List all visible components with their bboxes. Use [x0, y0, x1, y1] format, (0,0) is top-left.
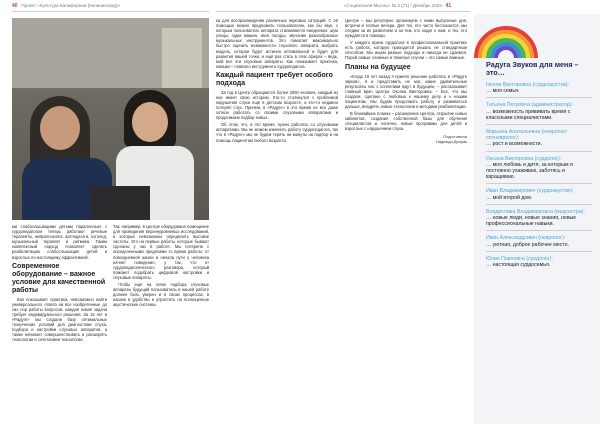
left-page-number: 40	[12, 3, 18, 9]
divider	[486, 251, 592, 252]
divider	[486, 151, 592, 152]
quote-author: Оксана Викторовна (сурдолог):	[486, 155, 562, 162]
quote-text: … моя семья.	[486, 88, 520, 95]
signature-name: Надежда Дворак	[435, 139, 467, 145]
sidebar-quote-item	[486, 209, 592, 232]
quote-text: … новые люди, новые знания, новые профессиональные навыки.	[486, 215, 577, 228]
paragraph: В ближайших планах – расширение Центра, открытие новых кабинетов, создание собственной базы для обучения специалистов и, конечно, новые программы для детей и взрослых с нарушением слуха.	[345, 111, 467, 132]
article-column-2	[113, 224, 209, 420]
sidebar-quote-item	[486, 102, 592, 125]
divider	[486, 97, 592, 98]
paragraph: ка для воспроизведения различных звуковых ситуаций. С её помощью можно предложить пользователю, как бы звук, с которым пользователь аппарата сталкивается ежедневно: шум улицы, гудки машин, звон посуды, звучание разнообразных музыкальных инструментов. Это помогает максимально быстро оценить возможности слухового аппарата, выбрать модель, которая будет истинно оптимальной и будет для развития вашей точки, и ещё раз стать в этих сферах – ведь, мой все эти слуховые аппараты. Как показывает практика, навыки – главного инструмента сурдопедагога.	[216, 18, 338, 69]
left-page-header	[12, 2, 120, 10]
rainbow-logo-icon	[470, 0, 542, 60]
article-column-3	[216, 18, 338, 420]
quote-author: Иван Александрович (невролог):	[486, 235, 566, 242]
quote-author: Иван Владимирович (сурдоакустик):	[486, 188, 574, 195]
sidebar-quote-item	[486, 82, 592, 98]
left-header-label: Проект «Культура Калифорнии (Калининград)»	[21, 3, 121, 8]
sidebar-quote-item	[486, 235, 592, 251]
divider	[486, 183, 592, 184]
paragraph: У каждого врача сурдолога в профессиональной практике есть работа, которую приходится решать не стандартным способом. Мы ищем разные подходы и никогда не сдаемся. Порой самые сложные и тяжелые случаи – это самые важные.	[345, 40, 467, 61]
quote-text: … рост и возможности.	[486, 141, 542, 148]
sidebar-title: Радуга Звуков для меня – это…	[486, 60, 579, 78]
paragraph: Так, например, в Центре оборудована помещение для проведения верхнеуровневых исследований, в которых невозможно определить высокие частоты. Это на первые работы, которые бывают сделаны у нас в работе. Мы потеряли с определенными пределами то время работы: от повседневной жизни и начала пути у человека начнет поведение, у так, что от сурдопедагогического разговора, который поможет подобрать цифровой настройки и слуховые аппараты.	[113, 224, 209, 280]
section-heading-equipment: Современное оборудование – важное условие для качественной работы	[12, 262, 106, 294]
article-column-1	[12, 224, 107, 420]
sidebar-quote-item	[486, 256, 592, 268]
sidebar-quote-item	[486, 188, 592, 204]
quote-text: … настоящая сурдосемья.	[486, 262, 551, 269]
quote-text: … возможность прививать время с классными специалистами.	[486, 108, 571, 121]
divider	[486, 230, 592, 231]
quote-author: Марьяна Анатольевна (невролог/отоневролог):	[486, 129, 567, 142]
paragraph: За год в Центр обращаются более 2000 человек, каждый из них имеет свою историю. Кто-то столкнулся с проблемой нарушения слуха ещё в детском возрасте, а кто-то недавно потерял слух. Причем, в «Радуге» в это время не все даже хотели работать со своими слуховыми аппаратами и продолжаем подбор новых.	[216, 89, 338, 121]
section-heading-plans: Планы на будущее	[345, 63, 411, 71]
paragraph: ми слабослышащими детьми параллельно с сурдопедагогом теперь работают речевые терапевты, нейропсихолог, артпедагоги, логопед, музыкальный терапевт и ритмика. Таким комплексный подход позволяет сделать реабилитацию слабослышащих детей и взрослых по-настоящему эффективной.	[12, 224, 107, 260]
quote-author: Нелли Викторовна (сурдоакустик):	[486, 82, 570, 88]
section-heading-approach: Каждый пациент требует особого подхода	[216, 71, 333, 87]
paragraph: Кая показывает практика, невозможно найти универсального ответа на все изобретенные до сих пор работы вопросов, каждая новая задача требует индивидуального решения. За 15 лет в «Радуге» мы создали базу оптимальных технических условий для диагностики слуха, подбора и настройки слуховых аппаратов, а также начинает совершенствовать и расширять технологии и сочетанием технологии.	[12, 296, 107, 343]
signature-prep: Подготовила	[443, 134, 467, 140]
article-column-4	[345, 18, 467, 420]
quote-author: Юлия Павловна (сурдолог):	[486, 255, 553, 262]
divider	[486, 124, 592, 125]
sidebar-quote-item	[486, 156, 592, 185]
header-rule-right	[216, 11, 470, 12]
divider	[486, 204, 592, 205]
quote-author: Татьяна Петровна (администратор):	[486, 102, 574, 109]
sidebar-quote-item	[486, 129, 592, 152]
paragraph: «Когда 15 лет назад я принял решение работать в «Радуге звуков», я и представить не мог, какие удивительные результаты нас с коллегами ждут в будущем, – рассказывает главный врач Центра Оксана Викторовна. – Все, что мы создали, сделано с любовью к нашему делу и к нашим пациентам. Мы будем продолжать работу и развиваться дальше, внедрять новые технологии и методики реабилитации.	[345, 73, 467, 110]
quote-text: … моя любовь и дитя, за которым я постоянно ухаживаю, заботясь и взращиваю.	[486, 161, 573, 181]
paragraph: Об этом, что, в это время, нужно работать со слуховыми аппаратами. Мы не можем изменить работу сурдопедагога, так что в «Радуге» мы не будем терять ни минуты на подбор и на помощь пациентам любого возраста.	[216, 122, 338, 143]
quote-author: Владислава Владимировна (медсестра):	[486, 208, 585, 215]
quote-text: … мой второй дом.	[486, 194, 533, 201]
author-signature	[345, 134, 467, 144]
photo-hearing-test	[12, 18, 209, 220]
right-page-number: 41	[445, 3, 452, 9]
quote-text: … уютная, доброе рабочее место.	[486, 241, 569, 248]
right-header-label: «Социальная Мысль» № 2 (71) / Декабрь 2023	[344, 3, 442, 8]
right-page-header	[344, 2, 451, 10]
header-rule-left	[12, 11, 209, 12]
paragraph: Чтобы ещё на этапе подбора слуховые аппараты будущий пользователь в нашей работе должен быть уверен и в своих процессах, в нашем в удобство и упростить на полноценное акустические системы.	[113, 281, 209, 308]
paragraph: Центре – мы регулярно организуем с ними выпускные дня, встречи и теплые вечера. Для тех, кто часто беспокоится, мы следим за их развитием и за тем, кто ходит к нам, и тех, кто нуждается в помощи.	[345, 18, 467, 39]
sidebar-quote-list	[486, 82, 592, 272]
